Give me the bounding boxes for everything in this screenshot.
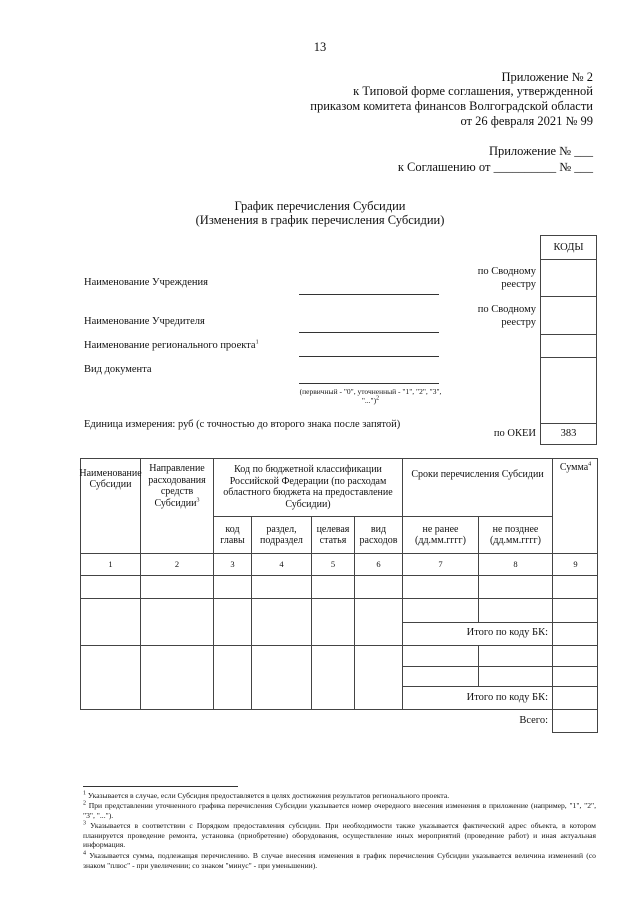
footnote-3-text: Указывается в соответствии с Порядком предоставления субсидии. При необходимости также указывается фактический адрес объекта, в котором планируется проведение ремонта, установка (приобретение) оборудования, осуществление иных мероприятий (проведение работ) и иная актуальная информация.	[83, 821, 596, 849]
label-founder: Наименование Учредителя	[84, 316, 205, 327]
footnote-ref-4: 4	[588, 461, 592, 468]
col-num: 4	[279, 559, 284, 570]
codes-box	[540, 235, 597, 445]
header-order-reference: приказом комитета финансов Волгоградской области	[310, 99, 593, 113]
label-registry-2: по Сводному реестру	[477, 304, 536, 328]
footnote-ref-3: 3	[196, 497, 200, 504]
col-num: 2	[174, 559, 180, 570]
footnote-ref-1: 1	[255, 339, 259, 346]
header-sum	[553, 460, 598, 476]
label-unit: Единица измерения: руб (с точностью до второго знака после запятой)	[84, 419, 401, 430]
header-expense-type: вид расходов	[359, 523, 398, 546]
label-okei: по ОКЕИ	[493, 428, 536, 439]
col-divider	[552, 458, 553, 710]
subtotal-label-1: Итого по коду БК:	[466, 627, 548, 638]
row-divider	[402, 686, 598, 687]
col-num: 1	[108, 559, 113, 570]
col-num: 3	[230, 559, 235, 570]
header-appendix-number: Приложение № 2	[501, 70, 593, 84]
col-num: 9	[573, 559, 578, 570]
codes-divider	[540, 259, 597, 260]
header-subsidy-name: Наименование Субсидии	[79, 467, 142, 490]
label-registry-1: по Сводному реестру	[477, 266, 536, 290]
codes-divider	[540, 296, 597, 297]
field-founder-line	[299, 332, 439, 333]
page-number: 13	[313, 40, 327, 54]
header-sum-text: Сумма	[559, 462, 589, 474]
row-divider	[402, 622, 598, 623]
document-title: График перечисления Субсидии	[234, 199, 406, 213]
attachment-number: Приложение № ___	[488, 144, 593, 158]
footnote-4: $^4$ Указывается сумма, подлежащая перечислению. В случае внесения изменения в график перечисления Субсидии указывается величина изменений (со знаком "плюс" - при увеличении; со знаком "минус" - при уменьшении).	[83, 850, 596, 870]
header-not-before: не ранее (дд.мм.гггг)	[415, 523, 466, 546]
row-divider	[80, 645, 598, 646]
doc-type-hint	[298, 387, 443, 405]
okei-code: 383	[560, 428, 577, 439]
header-chief-code: код главы	[220, 523, 245, 546]
document-subtitle: (Изменения в график перечисления Субсидии)	[195, 213, 445, 227]
header-target-article: целевая статья	[316, 523, 350, 546]
col-num: 7	[438, 559, 443, 570]
footnote-ref-2: 2	[376, 395, 380, 402]
row-divider	[80, 575, 598, 576]
footnote-3: $^3$ Указывается в соответствии с Порядком предоставления субсидии. При необходимости также указывается фактический адрес объекта, в котором планируется проведение ремонта, установка (приобретение) оборудования, осуществление иных мероприятий (проведение работ) и иная актуальная информация.	[83, 820, 596, 849]
subtotal-label-2: Итого по коду БК:	[466, 692, 548, 703]
header-not-after: не позднее (дд.мм.гггг)	[490, 523, 541, 546]
header-form-reference: к Типовой форме соглашения, утвержденной	[353, 84, 593, 98]
header-direction-text: Направление расходования средств Субсидии	[148, 463, 206, 509]
field-institution-line	[299, 294, 439, 295]
col-num: 5	[330, 559, 336, 570]
codes-divider	[540, 423, 597, 424]
codes-header: КОДЫ	[553, 242, 584, 253]
footnote-1-text: Указывается в случае, если Субсидия предоставляется в целях достижения результатов регионального проекта.	[87, 791, 450, 800]
header-budget-code: Код по бюджетной классификации Российской Федерации (по расходам областного бюджета на предоставление Субсидии)	[223, 464, 393, 510]
col-num: 8	[513, 559, 518, 570]
label-project	[84, 340, 259, 351]
label-project-text: Наименование регионального проекта	[84, 340, 256, 351]
doc-type-hint-text: (первичный - "0", уточненный - "1", "2", "3", "...")	[299, 387, 442, 405]
field-doc-type-line	[299, 383, 439, 384]
label-doc-type: Вид документа	[84, 364, 152, 375]
footnote-separator	[83, 786, 238, 787]
field-project-line	[299, 356, 439, 357]
row-divider	[80, 598, 598, 599]
header-terms: Сроки перечисления Субсидии	[411, 469, 544, 481]
footnote-2-text: При представлении уточненного графика перечисления Субсидии указывается номер очередного внесения изменения в приложение (например, "1", "2", "3", "...").	[83, 801, 596, 820]
attachment-agreement: к Соглашению от __________ № ___	[397, 160, 593, 174]
header-direction	[141, 460, 213, 512]
row-divider	[80, 553, 598, 554]
total-label: Всего:	[519, 715, 548, 726]
label-institution: Наименование Учреждения	[84, 277, 208, 288]
row-divider	[402, 666, 598, 667]
footnote-2: $^2$ При представлении уточненного графика перечисления Субсидии указывается номер очередного внесения изменения в приложение (например, "1", "2", "3", "...").	[83, 800, 596, 820]
row-divider	[213, 516, 552, 517]
col-num: 6	[376, 559, 381, 570]
header-section: раздел, подраздел	[260, 523, 303, 546]
total-value-cell	[552, 709, 598, 733]
col-divider	[402, 458, 403, 710]
footnote-1: $^1$ Указывается в случае, если Субсидия предоставляется в целях достижения результатов регионального проекта.	[83, 790, 450, 800]
codes-divider	[540, 357, 597, 358]
footnote-4-text: Указывается сумма, подлежащая перечислению. В случае внесения изменения в график перечисления Субсидии указывается величина изменений (со знаком "плюс" - при увеличении; со знаком "минус" - при уменьшении).	[83, 851, 596, 870]
codes-divider	[540, 334, 597, 335]
header-order-date: от 26 февраля 2021 № 99	[460, 114, 593, 128]
